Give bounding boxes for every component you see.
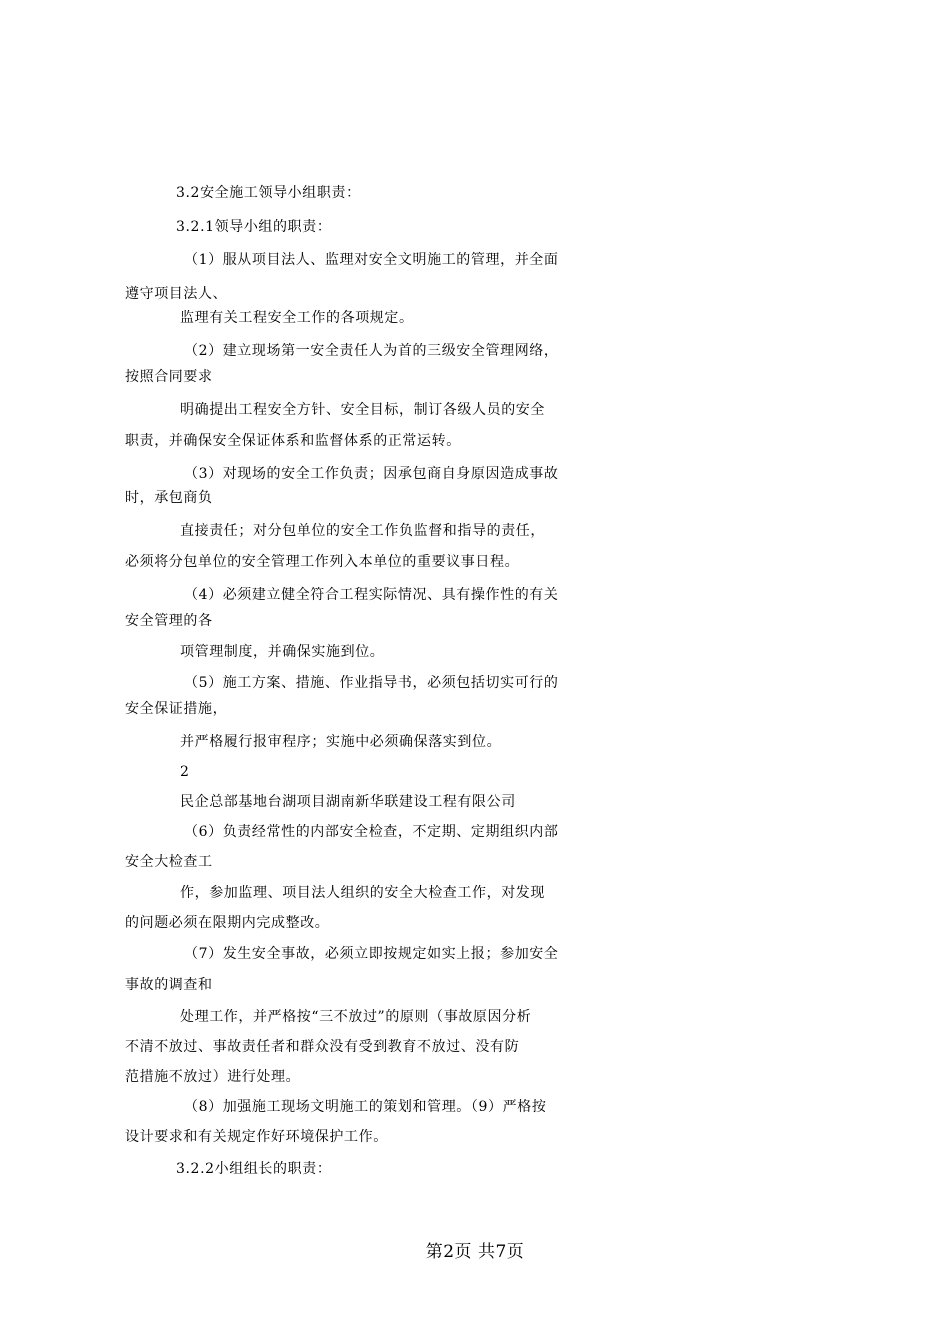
item-7-line-3: 处理工作，并严格按“三不放过”的原则（事故原因分析 xyxy=(180,1009,532,1025)
company-header: 民企总部基地台湖项目湖南新华联建设工程有限公司 xyxy=(180,794,516,810)
item-4-line-3: 项管理制度，并确保实施到位。 xyxy=(180,644,385,660)
page-footer: 第2页 共7页 xyxy=(425,1242,525,1262)
item-5-line-3: 并严格履行报审程序；实施中必须确保落实到位。 xyxy=(180,734,502,750)
item-3-line-4: 必须将分包单位的安全管理工作列入本单位的重要议事日程。 xyxy=(125,554,520,570)
item-2-line-4: 职责，并确保安全保证体系和监督体系的正常运转。 xyxy=(125,433,461,449)
item-7-line-4: 不清不放过、事故责任者和群众没有受到教育不放过、没有防 xyxy=(125,1039,520,1055)
item-3-line-1: （3）对现场的安全工作负责；因承包商自身原因造成事故 xyxy=(184,466,559,482)
item-6-line-1: （6）负责经常性的内部安全检查，不定期、定期组织内部 xyxy=(184,824,559,840)
item-1-line-1: （1）服从项目法人、监理对安全文明施工的管理，并全面 xyxy=(184,252,559,268)
subsection-heading-3-2-1: 3.2.1领导小组的职责： xyxy=(176,219,332,235)
item-7-line-5: 范措施不放过）进行处理。 xyxy=(125,1069,301,1085)
item-3-line-3: 直接责任；对分包单位的安全工作负监督和指导的责任， xyxy=(180,523,545,539)
item-1-line-2: 遵守项目法人、 xyxy=(125,286,228,302)
section-heading-3-2: 3.2安全施工领导小组职责： xyxy=(176,185,361,201)
item-6-line-4: 的问题必须在限期内完成整改。 xyxy=(125,915,330,931)
item-2-line-1: （2）建立现场第一安全责任人为首的三级安全管理网络， xyxy=(184,343,559,359)
page-number-inline: 2 xyxy=(180,764,190,780)
item-4-line-1: （4）必须建立健全符合工程实际情况、具有操作性的有关 xyxy=(184,587,559,603)
item-6-line-3: 作，参加监理、项目法人组织的安全大检查工作，对发现 xyxy=(180,885,545,901)
item-5-line-2: 安全保证措施， xyxy=(125,701,228,717)
item-1-line-3: 监理有关工程安全工作的各项规定。 xyxy=(180,310,414,326)
item-8-9-line-2: 设计要求和有关规定作好环境保护工作。 xyxy=(125,1129,388,1145)
item-5-line-1: （5）施工方案、措施、作业指导书，必须包括切实可行的 xyxy=(184,675,559,691)
item-6-line-2: 安全大检查工 xyxy=(125,854,213,870)
item-7-line-2: 事故的调查和 xyxy=(125,977,213,993)
item-7-line-1: （7）发生安全事故，必须立即按规定如实上报；参加安全 xyxy=(184,946,559,962)
item-3-line-2: 时，承包商负 xyxy=(125,490,213,506)
item-2-line-3: 明确提出工程安全方针、安全目标，制订各级人员的安全 xyxy=(180,402,545,418)
subsection-heading-3-2-2: 3.2.2小组组长的职责： xyxy=(176,1161,332,1177)
item-8-9-line-1: （8）加强施工现场文明施工的策划和管理。（9）严格按 xyxy=(184,1099,547,1115)
item-4-line-2: 安全管理的各 xyxy=(125,613,213,629)
item-2-line-2: 按照合同要求 xyxy=(125,369,213,385)
